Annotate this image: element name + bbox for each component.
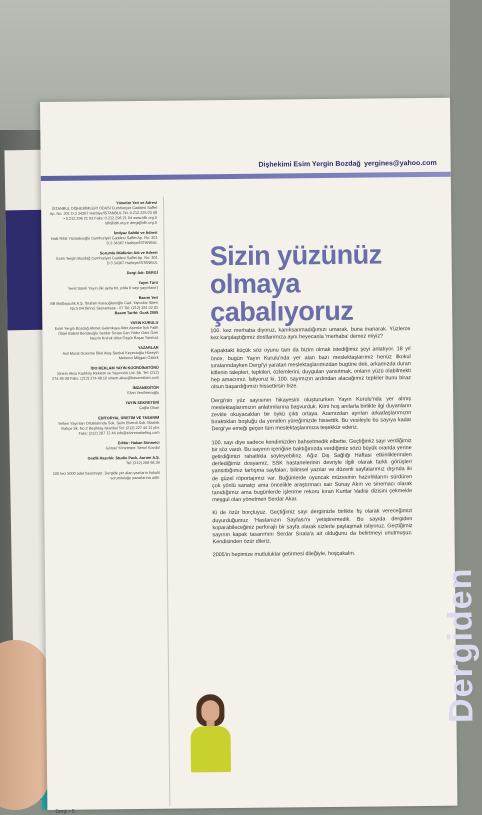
colophon-sayfa [51,401,159,412]
page-number: Dergi • 5 [55,808,75,815]
colophon-grafik [51,386,159,397]
colophon-heading: YAYIN SEKRETERİ [125,400,160,406]
colophon-text: İSTANBUL DİŞHEKİMLERİ ODASI Cumhuriyet Caddesi Saffet Ap. No: 301 D:3 34367 Harbiye/İSTANBUL Tel: 0.212.225 03 68 • 0.212.296 21 03 Faks: 0.212.296 21 04 www.idh.org.tr idh@idh.org.tr dergi@idh.org.tr [49,205,158,226]
colophon-text: Yelken Yayınları Ortaklarında Sok. Selin Elverdi Sok. Maslak Bahçe Sk. No:2 Beşiktaş-İstanbul Tel: (212) 227 44 11 pbx Faks: (212) 287 72 44 info@elvinmarketing.com [57,420,160,436]
section-watermark: Dergiden [440,567,481,724]
colophon-heading: YAZARLAR [138,345,159,350]
colophon-heading: Dergi Adı: DERGİ [126,270,158,276]
colophon-column [49,200,160,815]
colophon-heading: Basım Tarihi: Ocak 2005 [114,310,159,316]
colophon-heading: Basım Yeri [138,295,159,300]
article-paragraph: Ki de özür borçluyuz. Geçtiğimiz sayı dergimizle birlikte fiş olarak vereceğimizi duyurduğumuz 'Hastanızın Sayfası'nı yetiştiremedik. Bu sayıda dergiden koparabileceğiniz perforajlı bir sayfa olarak sizlerle paylaşmak istiyoruz. Geçtiğimiz sayının kapak tasarımını Serdar Sırala'a ait olduğunu da belirtmeyi unutmuşuz. Kendisinden özür dileriz. [212,508,413,546]
article-paragraph: 2005'in hepimize mutluluklar getirmesi dileğiyle, hoşçakalın. [212,551,356,559]
colophon-heading: İmtiyaz Sahibi ve Adresi [114,230,158,236]
colophon-text: Çağla Okan [139,405,160,410]
column-divider [163,197,170,807]
colophon-text: Yerel Süreli Yayın (iki ayda bir, yılda 6 sayı yayınlanır) [67,285,158,291]
colophon-text: Esim Yergin Bozdağ Ahmet Gelenkaya Aiter Aşenkir Işık Fatih Öktel Bülent Bendeoğlu Serdar Sırala Can Yıldız Gani Özer Nesrin Kıvrak Utka Özgür Başar Yanmaz [54,325,159,341]
colophon-yayin [50,281,158,292]
article-paragraph: 100. sayı diye sadece kendimizden bahsetmedik elbette. Geçtiğimiz sayı verdiğimiz bir söz vardı. Bu sayının içeriğine baktığınızda verdiğimiz sözü büyük oranda yerine getirdiğimizi rahatlıkla söyleyebiliriz. Ağız Diş Sağlığı Haftası etkinliklerinden derlediğimiz dosyamız, SSK hastanelerinin devriyle ilgili olarak farklı görüşleri yansıttığımız tartışma sayfaları, bilimsel yazılar ve düzenli sayfalarımız dışında iki de güzel röportajımız var. Buğünlerde oyuncak müzesinin hazırlıklarını sürdüren çok yönlü sanatçı ama öncelikle araştırmacı sair Sunay Akın ve sinemacı olarak tanıdığımız ama bugünlerde işlenme rekoru kıran Kurtlar Vadisi dizisini çekmekle meşgul olan yönetmen Serdar Akar. [211,437,413,504]
article-paragraph: Dergi'nin yüz sayısının hikayesini oluştururken Yayın Kurulu'nda yer almış meslektaşlarımızın anlatımlarına başvurduk. Kimi hoş anılarla birlikte ilgi duyanların zevkle okuyacakları bir öykü çıktı ortaya. Aramızdan ayrılan arkadaşlarımızın bıraktıkları boşluğu da yeniden yüreğimizde hissettik. Bu vesileyle bu sayıya kadar Dergi'ye emeği geçen tüm meslektaşlarımıza teşekkür ederiz. [211,395,412,433]
colophon-text: Tel: (212) 268 98 39 [125,460,160,466]
author-email: yergines@yahoo.com [364,159,437,168]
colophon-heading: EDİTORYAL ÜRETİM VE TASARIM [98,415,160,421]
headline-line: Sizin yüzünüz [209,239,382,272]
colophon-uretim [51,416,159,437]
thumb [0,640,50,810]
colophon-yazarlar [51,346,159,362]
colophon-heading: Yayın Türü [138,280,158,285]
colophon-basim [50,296,158,317]
colophon-heading: Editör: Hakan Sünnetci [117,440,160,446]
colophon-heading: Yönetim Yeri ve Adresi [116,200,158,206]
colophon-heading: Sorumlu Müdürün Adı ve Adresi [99,250,158,256]
colophon-heading: YAYIN KURULU [130,320,159,326]
author-photo [186,692,235,772]
colophon-heading: İDO REKLAM YAYIN KOORDİNATÖRÜ [90,365,159,371]
author-name: Dişhekimi Esim Yergin Bozdağ [258,160,361,169]
colophon-text: Asil Murat Güzeme Bilal Ataş Şenkal Keçecioğlu Hüseyin Mekenci Müjgan Öztürk [62,350,159,361]
colophon-kurul [50,321,158,342]
colophon-dergi [50,271,158,277]
colophon-text: Halit Rıfat Yüzüaksoğlu Cumhuriyet Caddesi Saffet Ap. No: 301 D:3 34367 Harbiye/İSTANBUL [50,235,158,246]
colophon-text: BB Matbaacılık A.Ş. İbrahim Karaoğlanoğlu Cad. Yapıcılar Sitesi No:5 B4 Birinci Seyrantepe - 07 Tel: (212) 281 02 81 [50,300,159,311]
colophon-text: Elvin Yenilmezoğlu [127,390,160,396]
colophon-heading: İMZANEDİTÖR [132,385,160,391]
colophon-text: 100 kez 5000 adet basılmıştır. Dergide yer alan yazıların hukuki sorumluluğu yazarlarına aittir. [52,470,160,481]
colophon-heading: Grafik Hazırlık: Studio Pack, Aurum A.Ş. [87,455,160,461]
colophon-editor [50,251,158,267]
article-paragraph: 100. kez merhaba diyoruz, kanıksanmadığımızı umarak, buna inanarak. Yüzlerce kez karşılaştığımız dostlarımıza aynı heyecanla 'merhaba' demez miyiz? [210,326,411,342]
article-body [210,326,412,566]
magazine-page [40,98,481,815]
article-headline [209,240,450,327]
article-paragraph: Kapaktaki küçük söz oyunu tam da bizim olmak istediğimiz şeyi anlatıyor. 18 yıl önce, bugün Yayın Kurulu'nda yer alan bazı meslektaşlarımız henüz ilkokul sıralarındayken Dergi'yi yaratan meslektaşlarımızdan bugüne dek, arkamızda duran kitlenin talepleri, tepkileri, özlemlerini, duyguları yansıtmak, onların yüzü olabilmekti hep amacımız. İstiyoruz ki, 100. sayımızın ardından alacağımız tepkiler bunu biraz olsun başardığımızı hissettirsin bize. [210,346,411,391]
colophon-note [52,471,160,482]
colophon-license [49,231,157,247]
colophon-text: Görsel Yönetmen: Senol Kovdal [105,445,160,451]
colophon-ido [51,366,159,382]
colophon-text: Esim Yergin Bozdağ Cumhuriyet Caddesi Saffet Ap. No: 301 D:3 34367 Harbiye/İSTANBUL [56,255,158,266]
headline-line: olmaya çabalıyoruz [209,268,354,328]
colophon-text: Sinem Aksu Kadıköy Reklam ve Yayıncılık Ltd. Şti. Tel: (212) 274 48 08 Faks: (212) 274 48 10 sinem.aksu@kasoreklam.com [52,370,159,381]
colophon-ilan [52,456,160,467]
colophon-editor2 [52,441,160,452]
colophon-owner [49,201,157,227]
